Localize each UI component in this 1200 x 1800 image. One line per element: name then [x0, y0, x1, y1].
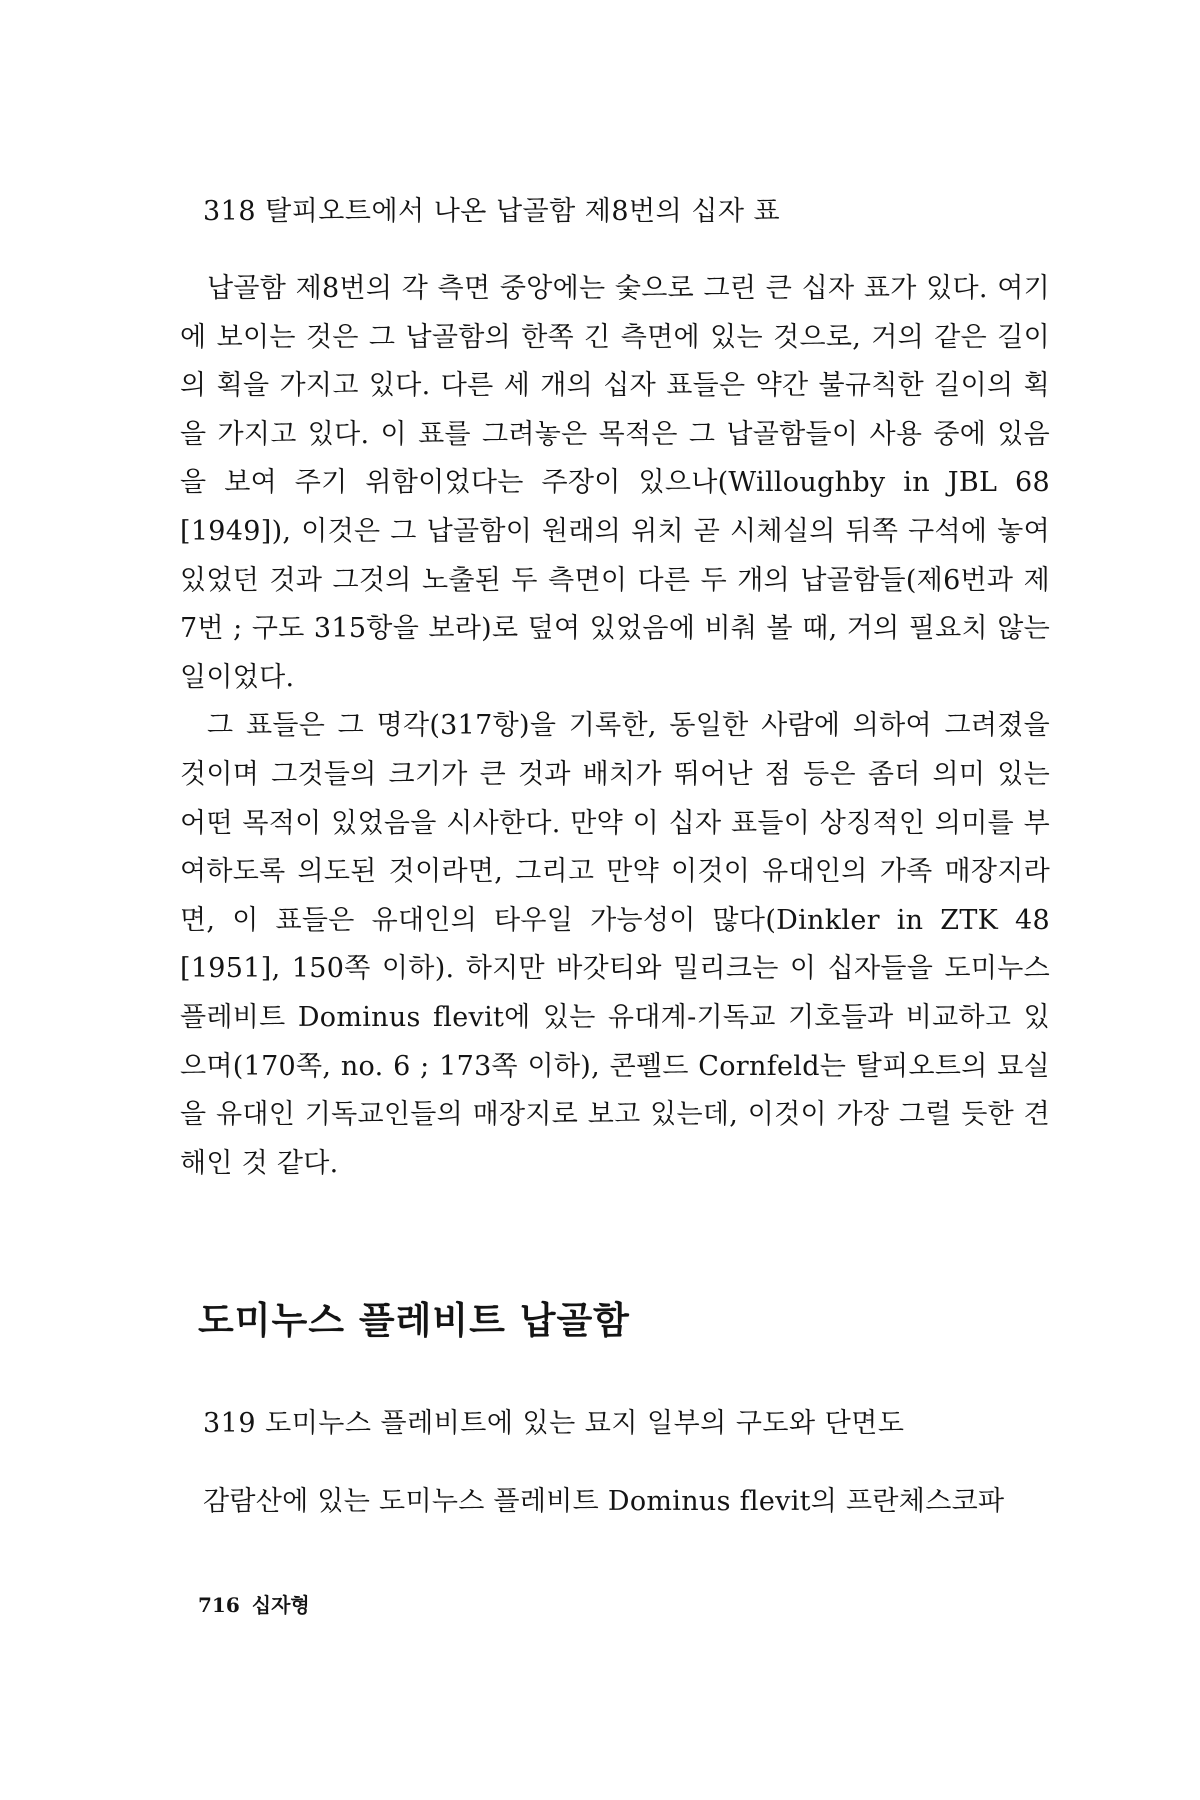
page-number: 716: [198, 1593, 240, 1617]
entry-319-heading: 319 도미누스 플레비트에 있는 묘지 일부의 구도와 단면도: [203, 1408, 905, 1439]
entry-318-heading: 318 탈피오트에서 나온 납골함 제8번의 십자 표: [203, 196, 781, 227]
entry-319-first-line: 감람산에 있는 도미누스 플레비트 Dominus flevit의 프란체스코파: [203, 1486, 1005, 1517]
running-title: 십자형: [251, 1593, 310, 1617]
entry-318-body: [180, 265, 1050, 1188]
entry-318-paragraph-2: 그 표들은 그 명각(317항)을 기록한, 동일한 사람에 의하여 그려졌을 것이며 그것들의 크기가 큰 것과 배치가 뛰어난 점 등은 좀더 의미 있는 어떤 목적이 있었음을 시사한다. 만약 이 십자 표들이 상징적인 의미를 부여하도록 의도된 것이라면, 그리고 만약 이것이 유대인의 가족 매장지라면, 이 표들은 유대인의 타우일 가능성이 많다(Dinkler in ZTK 48 [1951], 150쪽 이하). 하지만 바갓티와 밀리크는 이 십자들을 도미누스 플레비트 Dominus flevit에 있는 유대계-기독교 기호들과 비교하고 있으며(170쪽, no. 6 ; 173쪽 이하), 콘펠드 Cornfeld는 탈피오트의 묘실을 유대인 기독교인들의 매장지로 보고 있는데, 이것이 가장 그럴 듯한 견해인 것 같다.: [180, 710, 1050, 1179]
section-title: 도미누스 플레비트 납골함: [198, 1298, 630, 1342]
entry-318-paragraph-1: 납골함 제8번의 각 측면 중앙에는 숯으로 그린 큰 십자 표가 있다. 여기에 보이는 것은 그 납골함의 한쪽 긴 측면에 있는 것으로, 거의 같은 길이의 획을 가지고 있다. 다른 세 개의 십자 표들은 약간 불규칙한 길이의 획을 가지고 있다. 이 표를 그려놓은 목적은 그 납골함들이 사용 중에 있음을 보여 주기 위함이었다는 주장이 있으나(Willoughby in JBL 68 [1949]), 이것은 그 납골함이 원래의 위치 곧 시체실의 뒤쪽 구석에 놓여 있었던 것과 그것의 노출된 두 측면이 다른 두 개의 납골함들(제6번과 제7번 ; 구도 315항을 보라)로 덮여 있었음에 비춰 볼 때, 거의 필요치 않는 일이었다.: [180, 273, 1050, 693]
page-footer: [198, 1590, 322, 1620]
